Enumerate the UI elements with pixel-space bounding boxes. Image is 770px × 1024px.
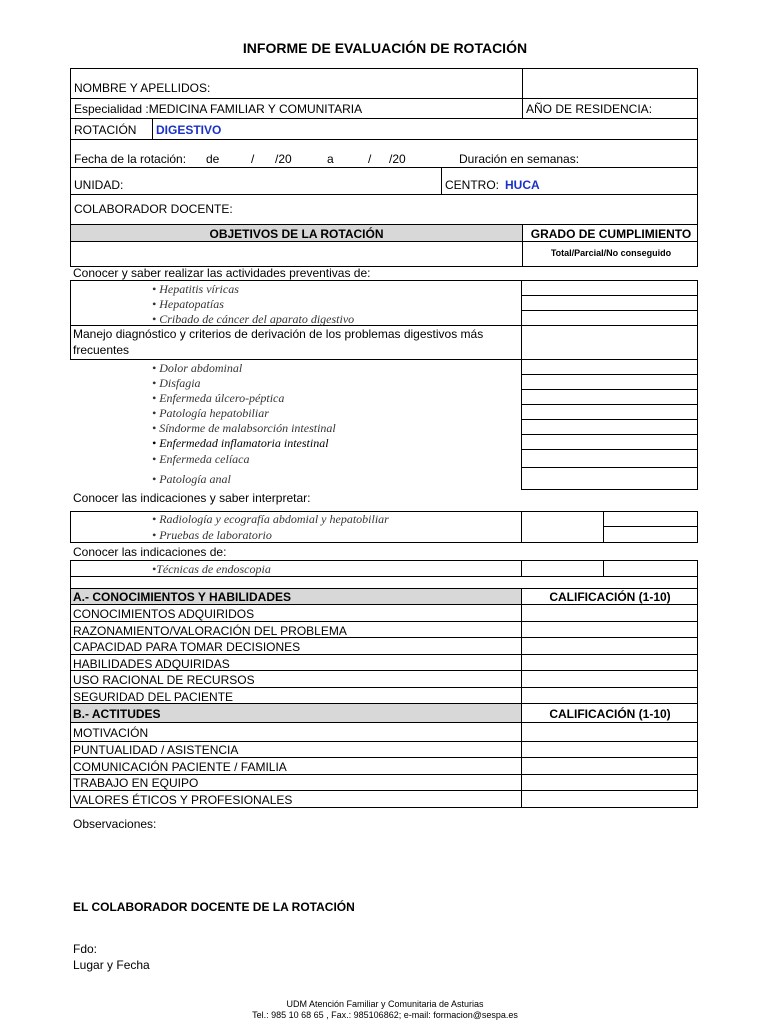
section4-label: Conocer las indicaciones de: [73,545,227,559]
lugar-fecha-label: Lugar y Fecha [73,958,150,972]
fecha-row [70,140,698,168]
list-item: • Hepatitis víricas [152,282,239,296]
observaciones-label: Observaciones: [73,817,157,831]
especialidad-value: MEDICINA FAMILIAR Y COMUNITARIA [148,102,363,116]
sectionA-calif: CALIFICACIÓN (1-10) [549,590,671,604]
list-item: • Enfermeda celíaca [152,452,250,466]
especialidad-row [70,99,698,119]
list-item: • Enfermeda úlcero-péptica [152,391,285,405]
grade-cell[interactable] [521,390,698,405]
list-item: •Técnicas de endoscopia [152,562,271,576]
rotacion-row [70,119,698,140]
criterion-label: MOTIVACIÓN [73,726,149,740]
footer-line-1: UDM Atención Familiar y Comunitaria de Asturias [286,999,484,1009]
list-item: • Disfagia [152,376,201,390]
grade-cell[interactable] [521,405,698,420]
grade-cell[interactable] [521,326,698,360]
fdo-label: Fdo: [73,942,98,956]
fecha-label: Fecha de la rotación: [74,152,187,166]
criterion-label: PUNTUALIDAD / ASISTENCIA [73,743,239,757]
grade-cell[interactable] [603,527,698,543]
criterion-label: CONOCIMIENTOS ADQUIRIDOS [73,607,255,621]
centro-label: CENTRO: [445,178,499,192]
criterion-label: TRABAJO EN EQUIPO [73,776,199,790]
grado-subheading: Total/Parcial/No conseguido [550,248,672,258]
section1-label: Conocer y saber realizar las actividades preventivas de: [73,266,371,280]
grade-cell[interactable] [603,560,698,577]
spacer-row [70,577,698,589]
list-item: • Síndorme de malabsorción intestinal [152,421,336,435]
section2-label-line1: Manejo diagnóstico y criterios de derivación de los problemas digestivos más [73,327,484,341]
list-item: • Hepatopatías [152,297,224,311]
criterion-label: SEGURIDAD DEL PACIENTE [73,690,234,704]
nombre-label: NOMBRE Y APELLIDOS: [74,81,211,95]
page-title: INFORME DE EVALUACIÓN DE ROTACIÓN [242,40,528,56]
table-row [70,723,698,742]
list-item: • Radiología y ecografía abdomial y hepatobiliar [152,512,389,526]
criterion-label: RAZONAMIENTO/VALORACIÓN DEL PROBLEMA [73,624,347,638]
grade-cell[interactable] [521,311,698,326]
grade-cell[interactable] [521,450,698,468]
nombre-row [70,68,698,99]
colaborador-row [70,195,698,225]
section3-label: Conocer las indicaciones y saber interpretar: [73,491,311,505]
firma-heading: EL COLABORADOR DOCENTE DE LA ROTACIÓN [73,900,355,914]
footer-line-2: Tel.: 985 10 68 65 , Fax.: 985106862; e-mail: formacion@sespa.es [252,1010,518,1020]
grado-heading: GRADO DE CUMPLIMIENTO [530,227,692,241]
objetivos-heading: OBJETIVOS DE LA ROTACIÓN [209,227,384,241]
centro-value: HUCA [505,178,540,192]
sectionA-heading: A.- CONOCIMIENTOS Y HABILIDADES [73,590,292,604]
list-item: • Patología anal [152,472,231,486]
fecha-year-1: /20 [275,152,292,166]
fecha-year-2: /20 [389,152,406,166]
rotacion-value: DIGESTIVO [156,123,222,137]
fecha-de: de [206,152,220,166]
especialidad-label: Especialidad : [74,102,149,116]
grade-cell[interactable] [521,375,698,390]
objetivos-header [70,225,698,242]
sectionB-calif: CALIFICACIÓN (1-10) [549,707,671,721]
list-item: • Enfermedad inflamatoria intestinal [152,436,329,450]
list-item: • Dolor abdominal [152,361,243,375]
criterion-label: HABILIDADES ADQUIRIDAS [73,657,230,671]
grade-cell[interactable] [521,280,698,296]
grade-cell[interactable] [521,360,698,375]
grade-cell[interactable] [521,468,698,490]
list-item: • Patología hepatobiliar [152,406,269,420]
unidad-label: UNIDAD: [74,178,124,192]
rotacion-label: ROTACIÓN [74,123,137,137]
list-item: • Cribado de cáncer del aparato digestivo [152,312,355,326]
grade-cell[interactable] [521,420,698,435]
criterion-label: USO RACIONAL DE RECURSOS [73,673,255,687]
criterion-label: CAPACIDAD PARA TOMAR DECISIONES [73,640,301,654]
section4-box [70,560,604,577]
grado-sub-row [70,242,698,267]
ano-residencia-label: AÑO DE RESIDENCIA: [526,102,653,116]
unidad-row [70,168,698,195]
fecha-slash-1: / [251,152,255,166]
grade-cell[interactable] [521,435,698,450]
criterion-label: VALORES ÉTICOS Y PROFESIONALES [73,793,293,807]
colaborador-label: COLABORADOR DOCENTE: [74,202,233,216]
grade-cell[interactable] [603,511,698,527]
sectionB-heading: B.- ACTITUDES [73,707,161,721]
grade-column[interactable] [521,723,522,808]
fecha-slash-2: / [368,152,372,166]
fecha-a: a [327,152,334,166]
grade-column[interactable] [521,605,522,704]
grade-cell[interactable] [521,296,698,311]
duracion-label: Duración en semanas: [459,152,580,166]
section2-label-line2: frecuentes [73,343,130,357]
list-item: • Pruebas de laboratorio [152,528,272,542]
especialidad-field [74,102,362,116]
criterion-label: COMUNICACIÓN PACIENTE / FAMILIA [73,760,287,774]
